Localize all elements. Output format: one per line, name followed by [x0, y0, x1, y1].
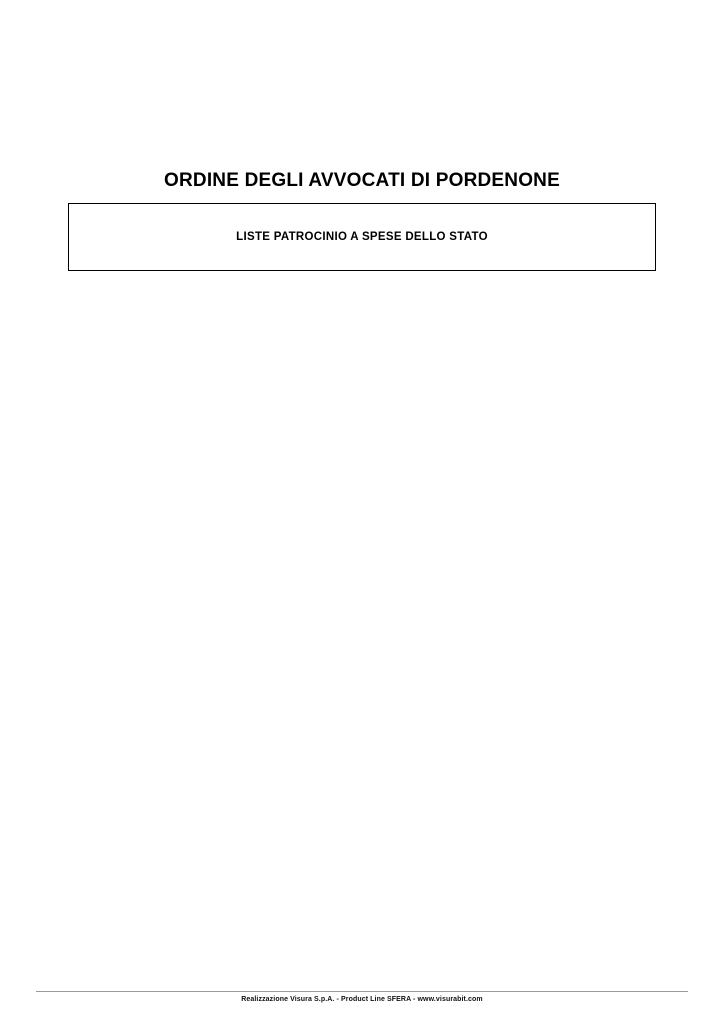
footer-divider	[36, 991, 688, 992]
subtitle-box	[68, 203, 656, 271]
subtitle-text: LISTE PATROCINIO A SPESE DELLO STATO	[236, 231, 488, 243]
footer-credit: Realizzazione Visura S.p.A. - Product Line SFERA - www.visurabit.com	[241, 996, 483, 1003]
page-title: ORDINE DEGLI AVVOCATI DI PORDENONE	[164, 170, 560, 191]
